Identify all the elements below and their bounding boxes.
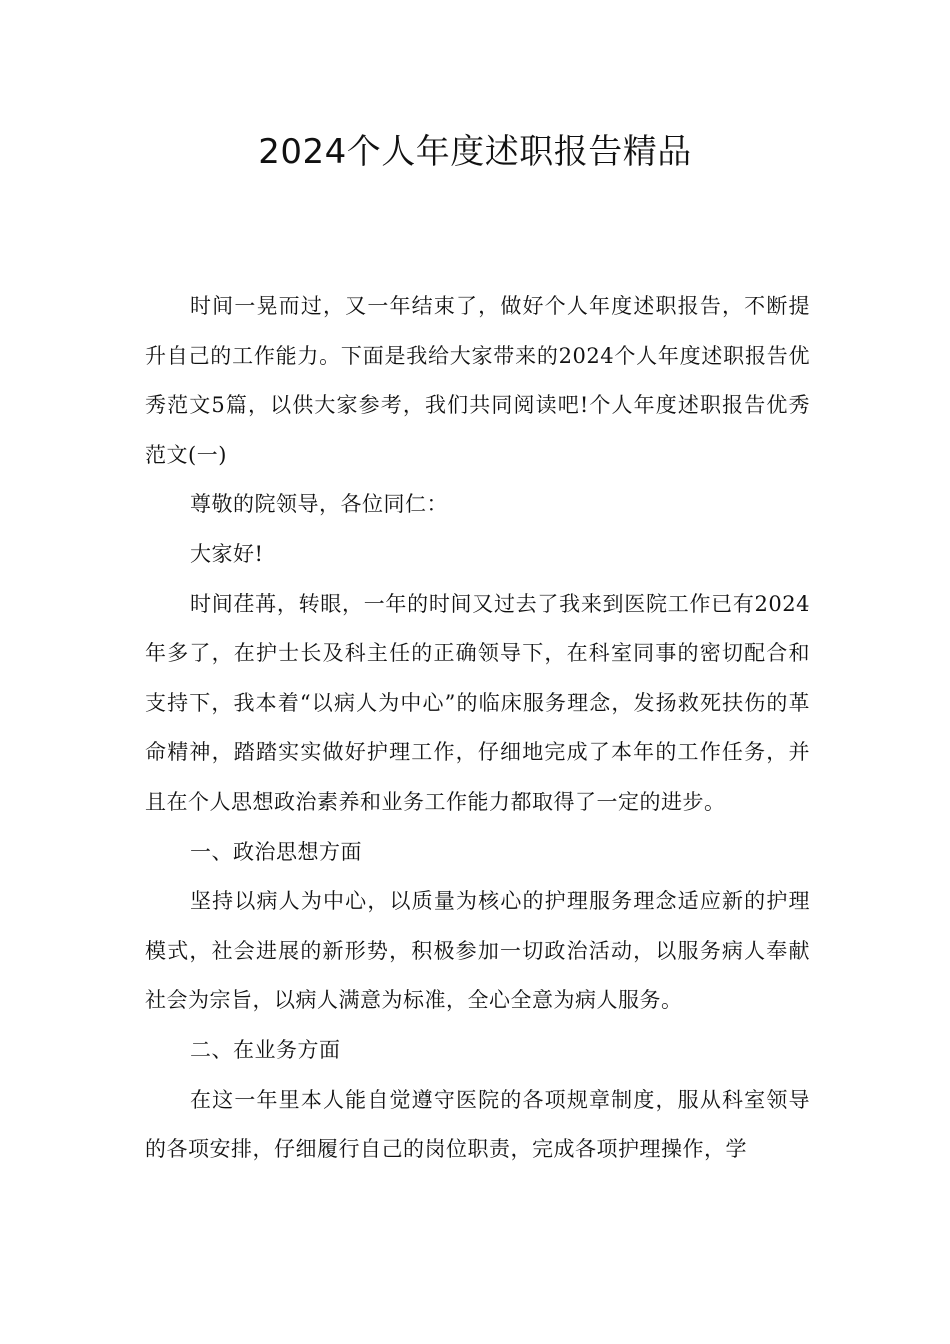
document-body: [145, 282, 810, 1175]
political-paragraph: 坚持以病人为中心，以质量为核心的护理服务理念适应新的护理模式，社会进展的新形势，积极参加一切政治活动，以服务病人奉献社会为宗旨，以病人满意为标准，全心全意为病人服务。: [145, 889, 810, 1013]
intro-paragraph: 时间一晃而过，又一年结束了，做好个人年度述职报告，不断提升自己的工作能力。下面是我给大家带来的2024个人年度述职报告优秀范文5篇，以供大家参考，我们共同阅读吧!个人年度述职报告优秀范文(一): [145, 294, 810, 467]
business-paragraph: 在这一年里本人能自觉遵守医院的各项规章制度，服从科室领导的各项安排，仔细履行自己的岗位职责，完成各项护理操作，学: [145, 1087, 810, 1162]
salutation: 尊敬的院领导，各位同仁：: [190, 492, 448, 517]
section-heading-political: 一、政治思想方面: [190, 839, 362, 864]
section-heading-business: 二、在业务方面: [190, 1037, 341, 1062]
document-title: 2024个人年度述职报告精品: [258, 132, 692, 172]
greeting: 大家好!: [190, 541, 264, 566]
opening-paragraph: 时间荏苒，转眼，一年的时间又过去了我来到医院工作已有2024年多了，在护士长及科主任的正确领导下，在科室同事的密切配合和支持下，我本着“以病人为中心”的临床服务理念，发扬救死扶伤的革命精神，踏踏实实做好护理工作，仔细地完成了本年的工作任务，并且在个人思想政治素养和业务工作能力都取得了一定的进步。: [145, 591, 810, 814]
